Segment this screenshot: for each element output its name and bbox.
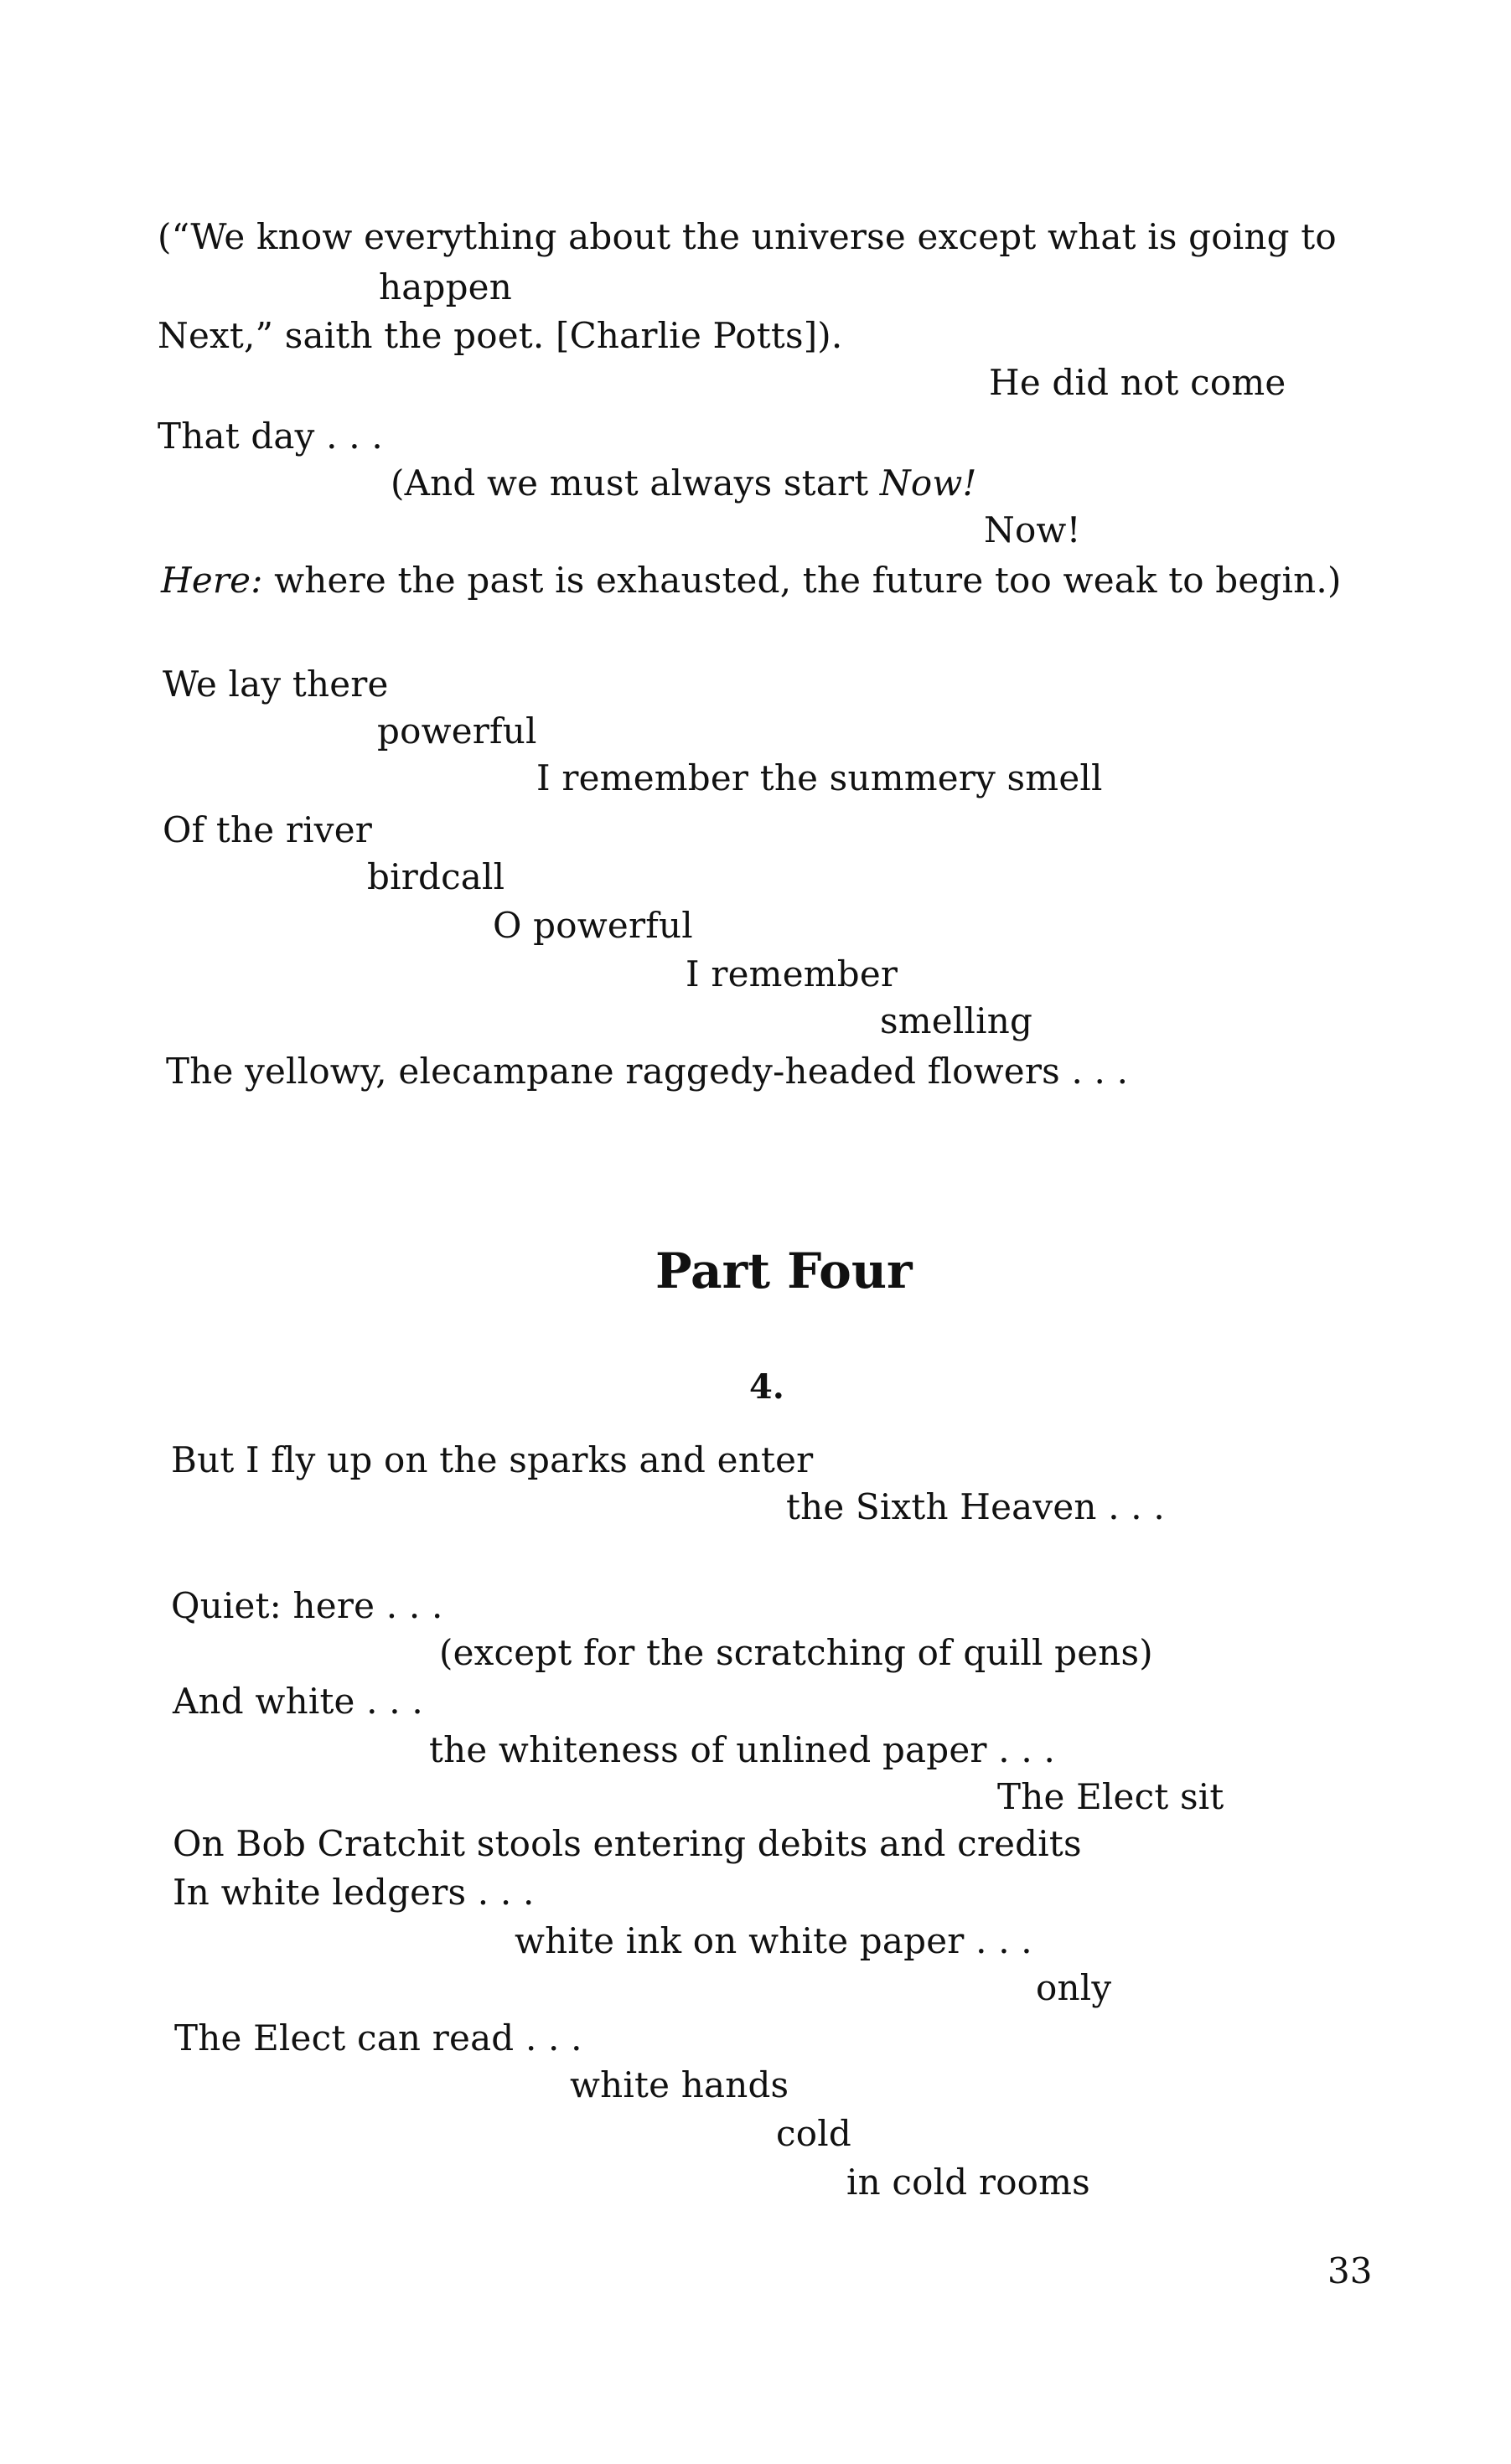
- poem-line: only: [1036, 1967, 1112, 2008]
- poem-line: (except for the scratching of quill pens): [439, 1632, 1153, 1673]
- poem-line: happen: [379, 266, 512, 307]
- poem-line: The Elect sit: [997, 1776, 1224, 1817]
- poem-line: [391, 462, 977, 504]
- poem-line-text: where the past is exhausted, the future too weak to begin.): [262, 560, 1342, 601]
- poem-line: And white . . .: [173, 1681, 423, 1722]
- poem-line: white hands: [570, 2064, 789, 2105]
- poem-line: I remember: [686, 953, 898, 994]
- poem-line: On Bob Cratchit stools entering debits and credits: [173, 1823, 1082, 1864]
- poem-line: powerful: [377, 710, 537, 752]
- poem-line: smelling: [880, 1000, 1033, 1041]
- poem-line: Next,” saith the poet. [Charlie Potts]).: [158, 315, 843, 356]
- poem-line: But I fly up on the sparks and enter: [171, 1439, 814, 1480]
- poem-line: birdcall: [367, 856, 505, 897]
- poem-line: white ink on white paper . . .: [515, 1920, 1032, 1961]
- poem-line: We lay there: [163, 664, 389, 705]
- poem-line: Now!: [984, 509, 1081, 550]
- page-number: 33: [1327, 2250, 1373, 2291]
- poem-line: [161, 560, 1342, 601]
- poem-line: That day . . .: [158, 416, 383, 457]
- poem-line: I remember the summery smell: [536, 757, 1103, 798]
- poem-line-text: (And we must always start: [391, 462, 880, 504]
- poem-line: The yellowy, elecampane raggedy-headed flowers . . .: [166, 1051, 1129, 1092]
- poem-line-emphasis: Here:: [161, 560, 263, 601]
- poem-line: O powerful: [493, 905, 693, 946]
- poem-line: Of the river: [163, 809, 373, 850]
- poem-line: Quiet: here . . .: [171, 1585, 443, 1626]
- poem-line: the whiteness of unlined paper . . .: [429, 1729, 1055, 1770]
- poem-line: the Sixth Heaven . . .: [786, 1486, 1165, 1527]
- poem-line-emphasis: Now!: [879, 462, 977, 504]
- poem-line: in cold rooms: [846, 2162, 1090, 2203]
- section-number: 4.: [749, 1367, 784, 1407]
- poem-line: cold: [776, 2113, 851, 2154]
- poem-line: The Elect can read . . .: [174, 2017, 582, 2058]
- poem-line: He did not come: [989, 362, 1286, 403]
- poem-line: (“We know everything about the universe except what is going to: [158, 216, 1337, 257]
- section-title: Part Four: [655, 1242, 913, 1299]
- poem-line: In white ledgers . . .: [173, 1872, 535, 1913]
